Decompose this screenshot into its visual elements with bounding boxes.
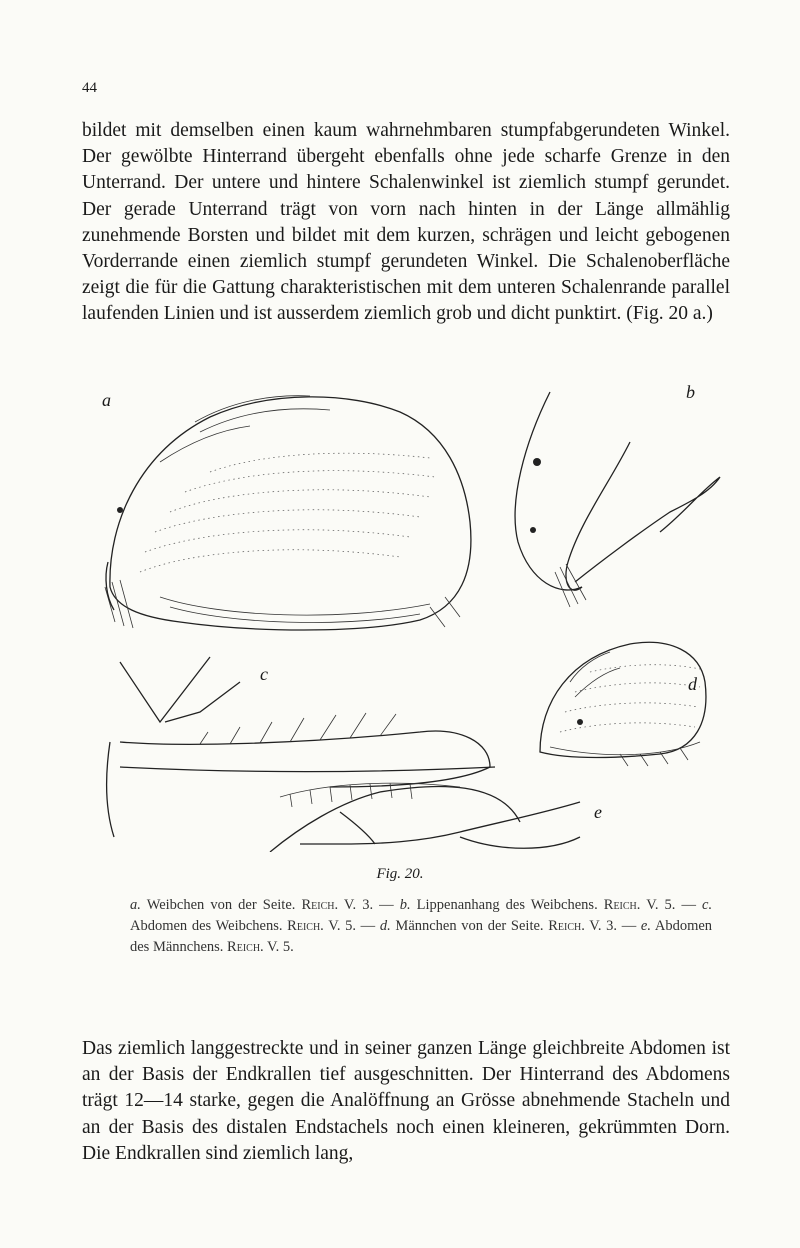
- figure-label-b: b: [686, 382, 695, 402]
- drawing-a-female-side: [105, 396, 471, 630]
- caption-ref-e: Reich. V. 5.: [227, 939, 294, 955]
- caption-ref-c: Reich. V. 5.: [287, 918, 356, 934]
- body-paragraph-bottom: Das ziemlich langgestreckte und in seiner ganzen Länge gleichbreite Abdomen ist an der Basis der Endkrallen tief ausgeschnitten. Der Hinterrand des Abdomens trägt 12—14 starke, gegen die Analöffnung an Grösse abnehmende Stacheln und an der Basis des distalen Endstachels noch einen kleineren, gekrümmten Dorn. Die Endkrallen sind ziemlich lang,: [82, 1038, 730, 1164]
- caption-text-e: Abdomen des Männchens.: [130, 918, 713, 955]
- drawing-e-male-abdomen: [270, 783, 580, 852]
- caption-key-c: c.: [702, 897, 713, 913]
- caption-text-c: Abdomen des Weibchens.: [130, 918, 283, 934]
- caption-ref-a: Reich. V. 3.: [301, 897, 374, 913]
- figure-label-d: d: [688, 674, 697, 694]
- body-paragraph-top: bildet mit demselben einen kaum wahrnehmbaren stumpfabgerundeten Winkel. Der gewölbte Hinterrand übergeht ebenfalls ohne jede scharfe Grenze in den Unterrand. Der untere und hintere Schalenwinkel ist ziemlich stumpf gerundet. Der gerade Unterrand trägt von vorn nach hinten in der Länge allmählig zunehmende Borsten und bildet mit dem kurzen, schrägen und leicht gebogenen Vorderrande einen ziemlich stumpf gerundeten Winkel. Die Schalenoberfläche zeigt die für die Gattung charakteristischen mit dem unteren Schalenrande parallel laufenden Linien und ist ausserdem ziemlich grob und dicht punktirt. (Fig. 20 a.): [82, 120, 730, 325]
- drawing-c-female-abdomen: [107, 657, 495, 837]
- caption-key-e: e.: [640, 918, 651, 934]
- caption-ref-d: Reich. V. 3.: [548, 918, 618, 934]
- caption-key-a: a.: [130, 897, 141, 913]
- figure-label-e: e: [594, 802, 602, 822]
- caption-key-d: d.: [379, 918, 391, 934]
- caption-key-b: b.: [399, 897, 411, 913]
- drawing-b-lip-appendage: [515, 392, 720, 607]
- caption-text-d: Männchen von der Seite.: [395, 918, 544, 934]
- figure-caption: a. Weibchen von der Seite. Reich. V. 3. — b. Lippenanhang des Weibchens. Reich. V. 5. — c. Abdomen des Weibchens. Reich. V. 5. — d. Männchen von der Seite. Reich. V. 3. — e. Abdomen des Männchens. Reich. V. 5.: [130, 897, 713, 955]
- drawing-d-male-side: [540, 642, 706, 766]
- figure-label-c: c: [260, 664, 268, 684]
- page-number: 44: [82, 80, 97, 96]
- figure-drawings: [100, 382, 740, 852]
- caption-text-b: Lippenanhang des Weibchens.: [416, 897, 598, 913]
- figure-label-a: a: [102, 390, 111, 410]
- figure-title: Fig. 20.: [376, 866, 424, 882]
- figure-20: [100, 382, 740, 852]
- caption-ref-b: Reich. V. 5.: [603, 897, 676, 913]
- caption-text-a: Weibchen von der Seite.: [146, 897, 296, 913]
